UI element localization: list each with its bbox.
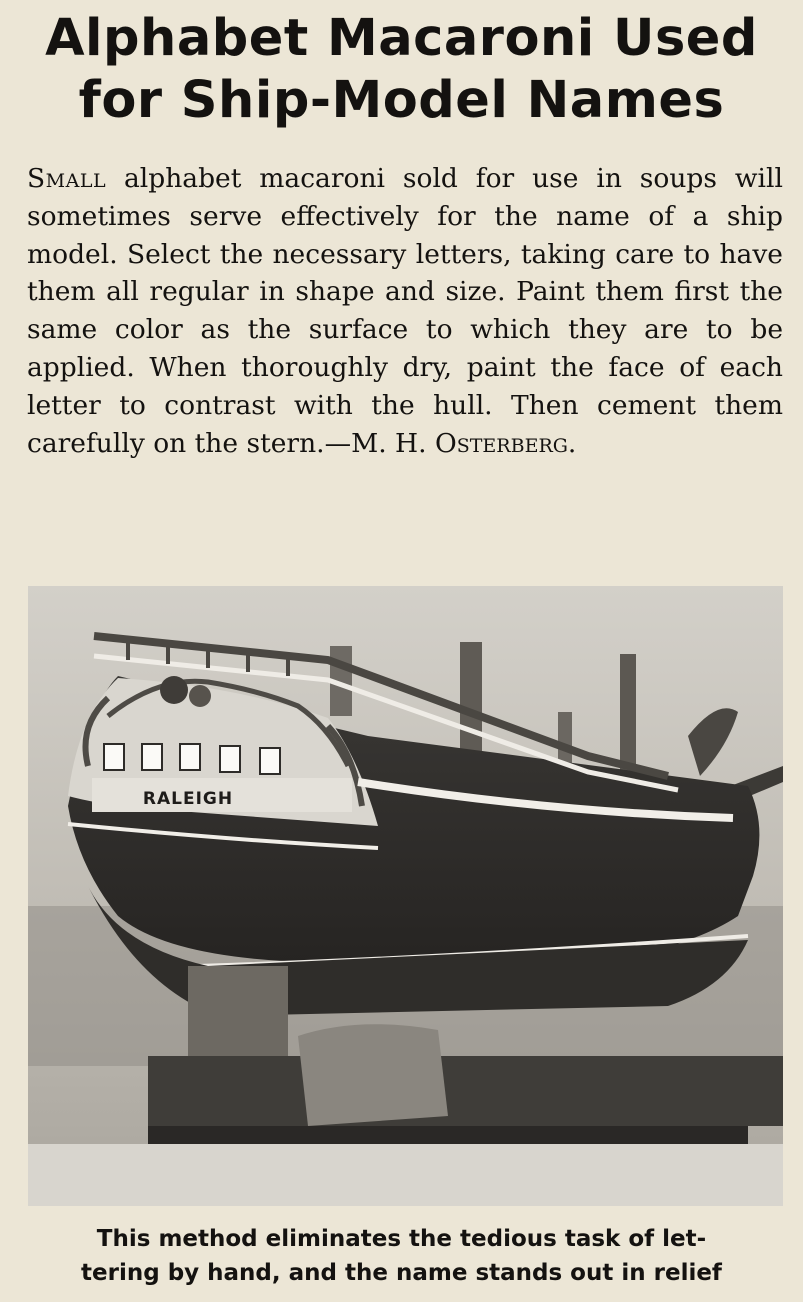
headline-line-1: Alphabet Macaroni Used <box>45 9 758 68</box>
headline <box>0 8 803 132</box>
body-lead-word: Small <box>27 163 107 194</box>
ship-model-illustration <box>28 586 783 1206</box>
body-text: alphabet macaroni sold for use in soups will sometimes serve effectively for the name of a ship model. Select the necessary letters, taking care to have them all regular in shape and size. Paint them first the same color as the surface to which they are to be applied. When thoroughly dry, paint the face of each letter to contrast with the hull. Then cement them carefully on the stern.— <box>27 163 783 459</box>
caption-line-2: tering by hand, and the name stands out in relief <box>81 1260 722 1286</box>
article-body <box>27 160 783 462</box>
mast-stump <box>620 654 636 774</box>
stand-base <box>148 1056 783 1126</box>
caption-line-1: This method eliminates the tedious task of let- <box>96 1226 707 1252</box>
headline-line-2: for Ship-Model Names <box>78 71 725 130</box>
author-byline: M. H. Osterberg. <box>351 427 577 459</box>
ship-model-photo <box>28 586 783 1206</box>
photo-caption <box>20 1222 783 1290</box>
ship-name-label: RALEIGH <box>142 789 234 809</box>
stand-block <box>298 1024 448 1126</box>
